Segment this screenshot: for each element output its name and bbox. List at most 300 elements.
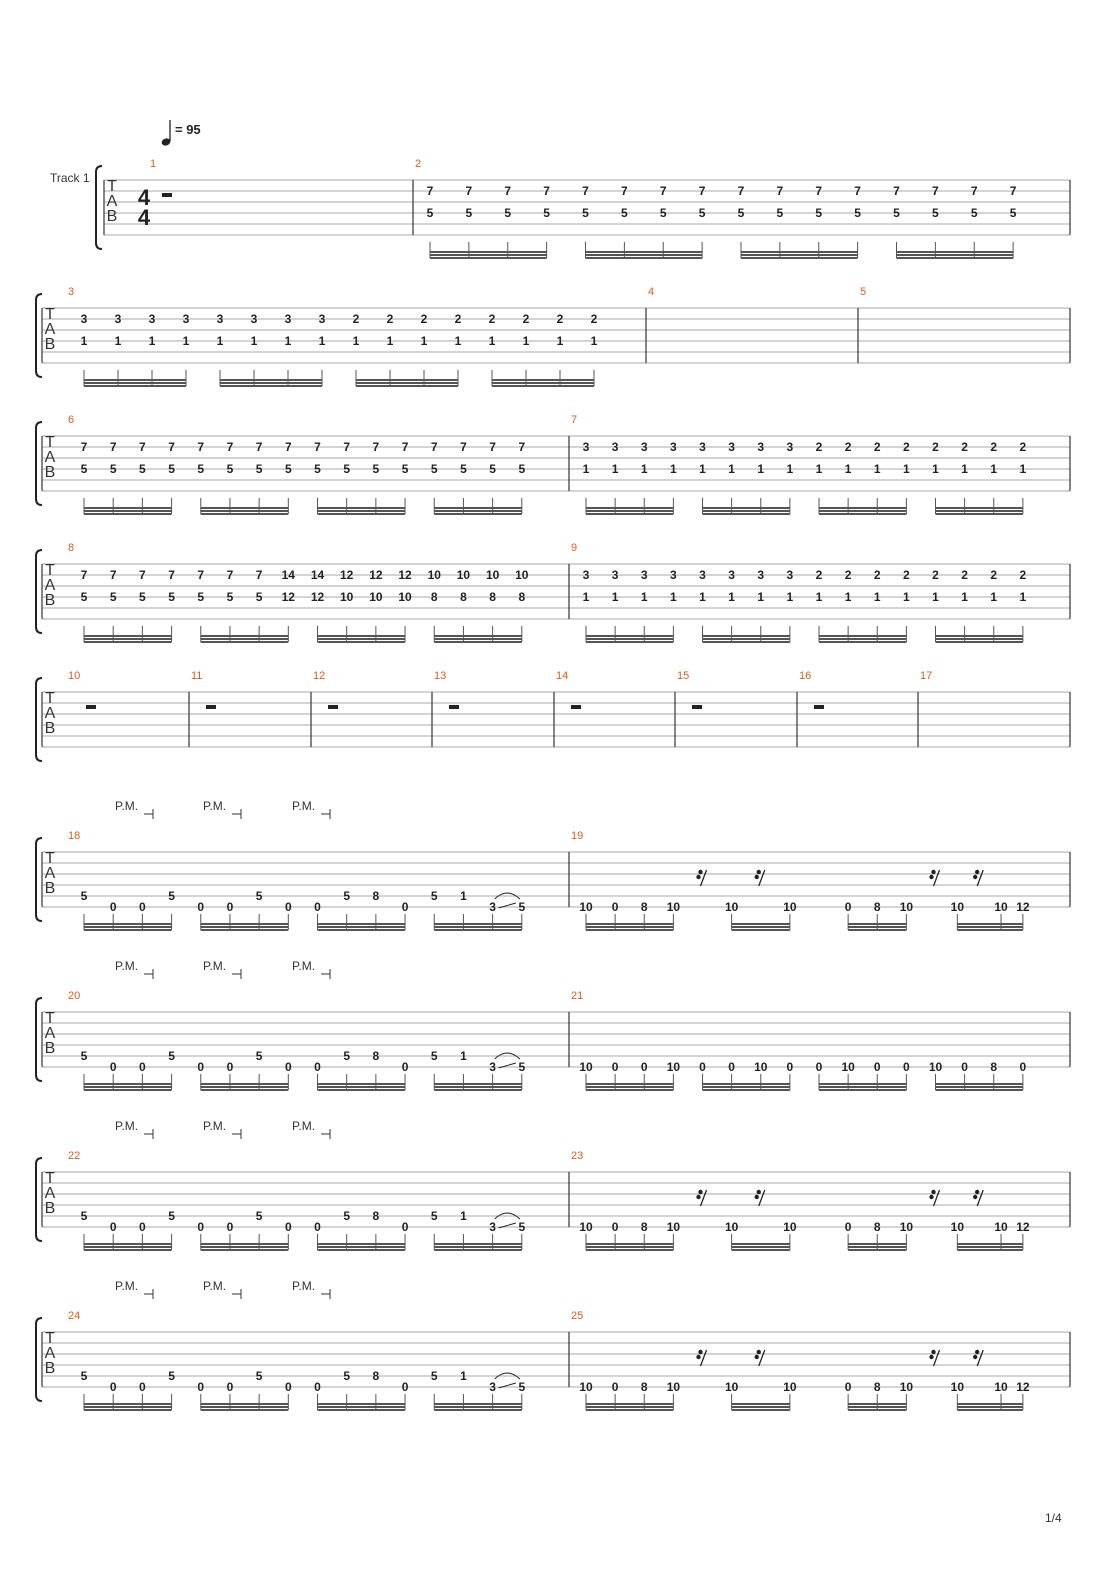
fret-number: 1 — [488, 334, 496, 348]
fret-number: 5 — [343, 1049, 351, 1063]
fret-number: 3 — [489, 1060, 496, 1074]
fret-number: 0 — [139, 900, 146, 914]
fret-number: 1 — [250, 334, 258, 348]
beam — [84, 1086, 172, 1088]
beam — [434, 1249, 522, 1251]
beam-group — [318, 1074, 406, 1091]
fret-number: 3 — [699, 440, 706, 454]
fret-number: 3 — [757, 440, 765, 454]
fret-number: 8 — [873, 900, 881, 914]
beam-group — [732, 1234, 790, 1251]
tab-system — [96, 158, 1070, 259]
beam — [434, 923, 522, 925]
beam — [201, 635, 289, 637]
fret-number: 8 — [372, 889, 380, 903]
tab-clef-letter: B — [44, 1360, 56, 1377]
beam — [703, 638, 790, 640]
fret-number: 5 — [80, 1369, 88, 1383]
beam-group — [848, 914, 906, 931]
fret-number: 3 — [786, 568, 794, 582]
beam-group — [201, 1074, 289, 1091]
fret-number: 1 — [873, 462, 881, 476]
fret-number: 3 — [582, 440, 590, 454]
fret-number: 7 — [401, 440, 409, 454]
fret-number: 10 — [724, 1220, 739, 1234]
fret-number: 1 — [611, 462, 619, 476]
tab-systems — [36, 158, 1070, 1411]
beam — [897, 254, 1014, 256]
beam-group — [936, 1074, 1023, 1091]
rest-dot — [698, 870, 702, 874]
fret-number: 5 — [815, 206, 823, 220]
fret-number: 5 — [255, 1209, 263, 1223]
beam — [819, 1089, 906, 1091]
beam — [84, 1243, 172, 1245]
fret-number: 7 — [255, 568, 263, 582]
fret-number: 7 — [226, 440, 234, 454]
fret-number: 7 — [489, 440, 496, 454]
fret-number: 0 — [401, 900, 409, 914]
fret-number: 5 — [430, 1369, 438, 1383]
beam-group — [819, 498, 906, 515]
measure-number: 8 — [68, 542, 75, 554]
fret-number: 0 — [284, 1380, 292, 1394]
beam-group — [434, 498, 522, 515]
fret-number: 8 — [460, 590, 467, 604]
fret-number: 12 — [1016, 1380, 1030, 1394]
rest-dot — [973, 1355, 977, 1359]
fret-number: 2 — [1019, 440, 1027, 454]
beam-group — [318, 626, 406, 643]
beam — [732, 1246, 790, 1248]
sixteenth-rest-icon — [929, 1190, 939, 1206]
fret-number: 5 — [737, 206, 745, 220]
rest-dot — [975, 1190, 979, 1194]
beam — [84, 926, 172, 928]
fret-number: 2 — [990, 440, 998, 454]
fret-number: 2 — [815, 568, 823, 582]
tab-clef-letter: A — [44, 449, 56, 466]
beam-group — [84, 1234, 172, 1251]
fret-number: 7 — [168, 440, 175, 454]
measure-3 — [68, 286, 598, 387]
beam — [201, 1406, 289, 1408]
fret-number: 7 — [932, 184, 939, 198]
fret-number: 3 — [757, 568, 765, 582]
tab-clef-letter: T — [45, 562, 55, 579]
beam — [936, 507, 1023, 509]
measure-number: 1 — [150, 158, 157, 170]
half-rest-icon — [814, 705, 824, 709]
beam-group — [586, 626, 673, 643]
fret-number: 7 — [139, 440, 146, 454]
half-rest-icon — [571, 705, 581, 709]
fret-number: 0 — [139, 1380, 146, 1394]
fret-number: 7 — [815, 184, 823, 198]
fret-number: 1 — [699, 462, 706, 476]
fret-number: 1 — [318, 334, 326, 348]
fret-number: 5 — [109, 590, 117, 604]
tab-clef-letter: T — [45, 1330, 55, 1347]
rest-dot — [757, 1190, 761, 1194]
fret-number: 1 — [815, 590, 823, 604]
beam-group — [434, 914, 522, 931]
beam-group — [84, 498, 172, 515]
rest-dot — [931, 870, 935, 874]
fret-number: 14 — [281, 568, 295, 582]
beam — [318, 1249, 406, 1251]
beam-group — [434, 626, 522, 643]
tab-clef-letter: A — [106, 193, 118, 210]
fret-number: 5 — [255, 1369, 263, 1383]
beam — [897, 251, 1014, 253]
fret-number: 5 — [970, 206, 978, 220]
tab-clef-letter: B — [106, 208, 118, 225]
beam-group — [936, 498, 1023, 515]
beam — [434, 1406, 522, 1408]
beam-group — [586, 914, 673, 931]
measure-number: 3 — [68, 286, 75, 298]
rest-dot — [757, 870, 761, 874]
tab-clef-letter: B — [44, 464, 56, 481]
fret-number: 5 — [465, 206, 473, 220]
beam — [848, 1403, 906, 1405]
beam-group — [732, 1394, 790, 1411]
palm-mute-label: P.M. — [203, 799, 227, 813]
fret-number: 8 — [489, 590, 496, 604]
measure-number: 15 — [677, 670, 690, 682]
measure-18 — [68, 830, 525, 931]
beam-group — [703, 498, 790, 515]
beam — [201, 1083, 289, 1085]
beam-group — [201, 626, 289, 643]
fret-number: 5 — [80, 1049, 88, 1063]
fret-number: 10 — [783, 1380, 797, 1394]
beam — [586, 1083, 673, 1085]
fret-number: 7 — [197, 568, 205, 582]
beam — [586, 638, 673, 640]
fret-number: 8 — [640, 1220, 648, 1234]
fret-number: 2 — [420, 312, 428, 326]
measure-number: 2 — [415, 158, 422, 170]
beam-group — [84, 626, 172, 643]
fret-number: 5 — [621, 206, 628, 220]
beam — [819, 513, 906, 515]
measure-8 — [68, 542, 529, 643]
tab-clef-letter: A — [44, 865, 56, 882]
tab-clef-letter: B — [44, 1200, 56, 1217]
beam — [957, 926, 1023, 928]
fret-number: 7 — [343, 440, 351, 454]
beam — [936, 513, 1023, 515]
fret-number: 7 — [854, 184, 861, 198]
rest-dot — [929, 875, 933, 879]
beam — [201, 638, 289, 640]
fret-number: 7 — [543, 184, 550, 198]
beam — [434, 1243, 522, 1245]
fret-number: 1 — [786, 590, 794, 604]
fret-number: 3 — [489, 1220, 496, 1234]
fret-number: 10 — [724, 1380, 739, 1394]
measure-25 — [571, 1310, 1030, 1411]
measure-number: 4 — [648, 286, 655, 298]
system-bracket — [36, 550, 42, 633]
measure-number: 23 — [571, 1150, 584, 1162]
fret-number: 0 — [844, 1220, 852, 1234]
fret-number: 0 — [109, 1380, 117, 1394]
fret-number: 2 — [352, 312, 360, 326]
fret-number: 5 — [426, 206, 434, 220]
fret-number: 1 — [932, 462, 939, 476]
beam — [318, 1406, 406, 1408]
fret-number: 12 — [281, 590, 295, 604]
fret-number: 1 — [873, 590, 881, 604]
beam — [318, 929, 406, 931]
rest-dot — [973, 1195, 977, 1199]
beam-group — [957, 914, 1023, 931]
beam — [586, 641, 673, 643]
beam — [586, 1089, 673, 1091]
fret-number: 5 — [168, 889, 175, 903]
measure-6 — [68, 414, 525, 515]
beam — [84, 1403, 172, 1405]
beam — [492, 382, 594, 384]
fret-number: 2 — [844, 440, 852, 454]
fret-number: 3 — [148, 312, 156, 326]
fret-number: 5 — [314, 462, 321, 476]
tempo-value: = 95 — [175, 122, 201, 137]
beam — [848, 926, 906, 928]
beam — [201, 1246, 289, 1248]
measure-number: 25 — [571, 1310, 584, 1322]
fret-number: 3 — [114, 312, 122, 326]
fret-number: 2 — [961, 568, 968, 582]
fret-number: 10 — [950, 900, 965, 914]
beam — [936, 638, 1023, 640]
fret-number: 0 — [873, 1060, 881, 1074]
tab-system — [36, 670, 1070, 761]
fret-number: 7 — [1009, 184, 1017, 198]
half-rest-icon — [206, 705, 216, 709]
fret-number: 10 — [579, 1220, 593, 1234]
beam — [492, 379, 594, 381]
fret-number: 1 — [640, 590, 648, 604]
system-bracket — [36, 1158, 42, 1241]
fret-number: 1 — [728, 590, 735, 604]
fret-number: 0 — [844, 900, 852, 914]
fret-number: 10 — [994, 900, 1008, 914]
fret-number: 7 — [109, 440, 117, 454]
beam-group — [703, 1074, 790, 1091]
fret-number: 7 — [372, 440, 380, 454]
beam-group — [318, 914, 406, 931]
fret-number: 5 — [109, 462, 117, 476]
fret-number: 0 — [314, 1220, 321, 1234]
fret-number: 7 — [430, 440, 438, 454]
fret-number: 0 — [314, 1060, 321, 1074]
measure-19 — [571, 830, 1030, 931]
beam — [732, 926, 790, 928]
fret-number: 0 — [401, 1380, 409, 1394]
fret-number: 5 — [255, 462, 263, 476]
measure-5 — [860, 286, 866, 298]
fret-number: 8 — [372, 1369, 380, 1383]
fret-number: 2 — [932, 440, 939, 454]
rest-dot — [698, 1190, 702, 1194]
beam — [819, 641, 906, 643]
beam — [318, 1089, 406, 1091]
fret-number: 5 — [518, 1060, 526, 1074]
palm-mute-label: P.M. — [203, 1119, 227, 1133]
fret-number: 3 — [611, 440, 619, 454]
measure-number: 5 — [860, 286, 867, 298]
beam-group — [356, 370, 458, 387]
beam-group — [318, 1234, 406, 1251]
measure-number: 18 — [68, 830, 81, 842]
fret-number: 2 — [386, 312, 394, 326]
beam — [318, 926, 406, 928]
fret-number: 1 — [990, 590, 998, 604]
beam — [318, 513, 406, 515]
fret-number: 3 — [786, 440, 794, 454]
beam — [84, 923, 172, 925]
measure-number: 11 — [191, 670, 203, 682]
measure-number: 12 — [313, 670, 326, 682]
beam-group — [434, 1234, 522, 1251]
fret-number: 3 — [728, 440, 735, 454]
beam — [201, 510, 289, 512]
beam — [957, 1243, 1023, 1245]
fret-number: 0 — [226, 1380, 234, 1394]
fret-number: 3 — [489, 1380, 496, 1394]
fret-number: 0 — [284, 1060, 292, 1074]
rest-dot — [929, 1195, 933, 1199]
fret-number: 5 — [460, 462, 467, 476]
fret-number: 0 — [786, 1060, 794, 1074]
half-rest-icon — [162, 193, 172, 197]
beam — [318, 1246, 406, 1248]
beam — [84, 1406, 172, 1408]
beam — [356, 382, 458, 384]
beam-group — [434, 1074, 522, 1091]
rest-dot — [975, 870, 979, 874]
beam — [434, 1409, 522, 1411]
fret-number: 5 — [518, 1380, 526, 1394]
beam — [586, 1086, 673, 1088]
beam — [586, 635, 673, 637]
fret-number: 0 — [197, 1060, 205, 1074]
beam — [84, 641, 172, 643]
tab-clef-letter: A — [44, 577, 56, 594]
fret-number: 10 — [899, 900, 914, 914]
beam — [732, 1409, 790, 1411]
fret-number: 0 — [844, 1380, 852, 1394]
fret-number: 5 — [168, 462, 175, 476]
fret-number: 2 — [903, 440, 910, 454]
sixteenth-rest-icon — [755, 1190, 765, 1206]
fret-number: 12 — [310, 590, 325, 604]
fret-number: 0 — [197, 1380, 205, 1394]
fret-number: 7 — [80, 440, 88, 454]
rest-dot — [755, 1195, 759, 1199]
fret-number: 8 — [430, 590, 438, 604]
beam-group — [819, 626, 906, 643]
fret-number: 10 — [340, 590, 354, 604]
palm-mute-label: P.M. — [203, 1279, 227, 1293]
fret-number: 0 — [401, 1060, 409, 1074]
fret-number: 5 — [255, 590, 263, 604]
fret-number: 7 — [465, 184, 473, 198]
beam — [586, 1409, 673, 1411]
fret-number: 0 — [314, 1380, 321, 1394]
fret-number: 3 — [489, 900, 496, 914]
fret-number: 1 — [460, 889, 467, 903]
beam — [586, 923, 673, 925]
beam — [356, 385, 458, 387]
tab-clef-letter: A — [44, 321, 56, 338]
beam — [434, 641, 522, 643]
measure-number: 17 — [920, 670, 933, 682]
beam — [434, 1089, 522, 1091]
beam — [936, 641, 1023, 643]
beam — [84, 513, 172, 515]
fret-number: 5 — [489, 462, 496, 476]
tab-clef-letter: T — [107, 178, 117, 195]
fret-number: 5 — [518, 900, 526, 914]
beam — [586, 1246, 673, 1248]
beam — [848, 1246, 906, 1248]
beam — [84, 635, 172, 637]
rest-dot — [931, 1190, 935, 1194]
measure-number: 21 — [571, 990, 584, 1002]
fret-number: 1 — [815, 462, 823, 476]
fret-number: 5 — [168, 590, 175, 604]
tab-clef-letter: T — [45, 306, 55, 323]
fret-number: 1 — [670, 590, 677, 604]
beam-group — [318, 498, 406, 515]
fret-number: 0 — [611, 1220, 619, 1234]
fret-number: 12 — [398, 568, 412, 582]
track-name: Track 1 — [50, 171, 90, 185]
fret-number: 5 — [80, 590, 88, 604]
fret-number: 0 — [109, 1060, 117, 1074]
sixteenth-rest-icon — [755, 1350, 765, 1366]
beam — [201, 641, 289, 643]
beam — [84, 1246, 172, 1248]
rest-dot — [975, 1350, 979, 1354]
fret-number: 5 — [343, 462, 351, 476]
fret-number: 14 — [310, 568, 325, 582]
beam — [84, 1249, 172, 1251]
fret-number: 8 — [873, 1380, 881, 1394]
fret-number: 12 — [340, 568, 354, 582]
measure-number: 10 — [68, 670, 81, 682]
fret-number: 5 — [1009, 206, 1017, 220]
fret-number: 0 — [314, 900, 321, 914]
tab-clef-letter: B — [44, 720, 56, 737]
fret-number: 5 — [659, 206, 667, 220]
fret-number: 0 — [226, 1060, 234, 1074]
beam-group — [84, 1394, 172, 1411]
fret-number: 2 — [961, 440, 968, 454]
beam — [84, 379, 186, 381]
measure-number: 7 — [571, 414, 578, 426]
beam — [84, 638, 172, 640]
rest-dot — [931, 1350, 935, 1354]
rest-dot — [696, 875, 700, 879]
beam — [586, 257, 703, 259]
measure-22 — [68, 1150, 525, 1251]
